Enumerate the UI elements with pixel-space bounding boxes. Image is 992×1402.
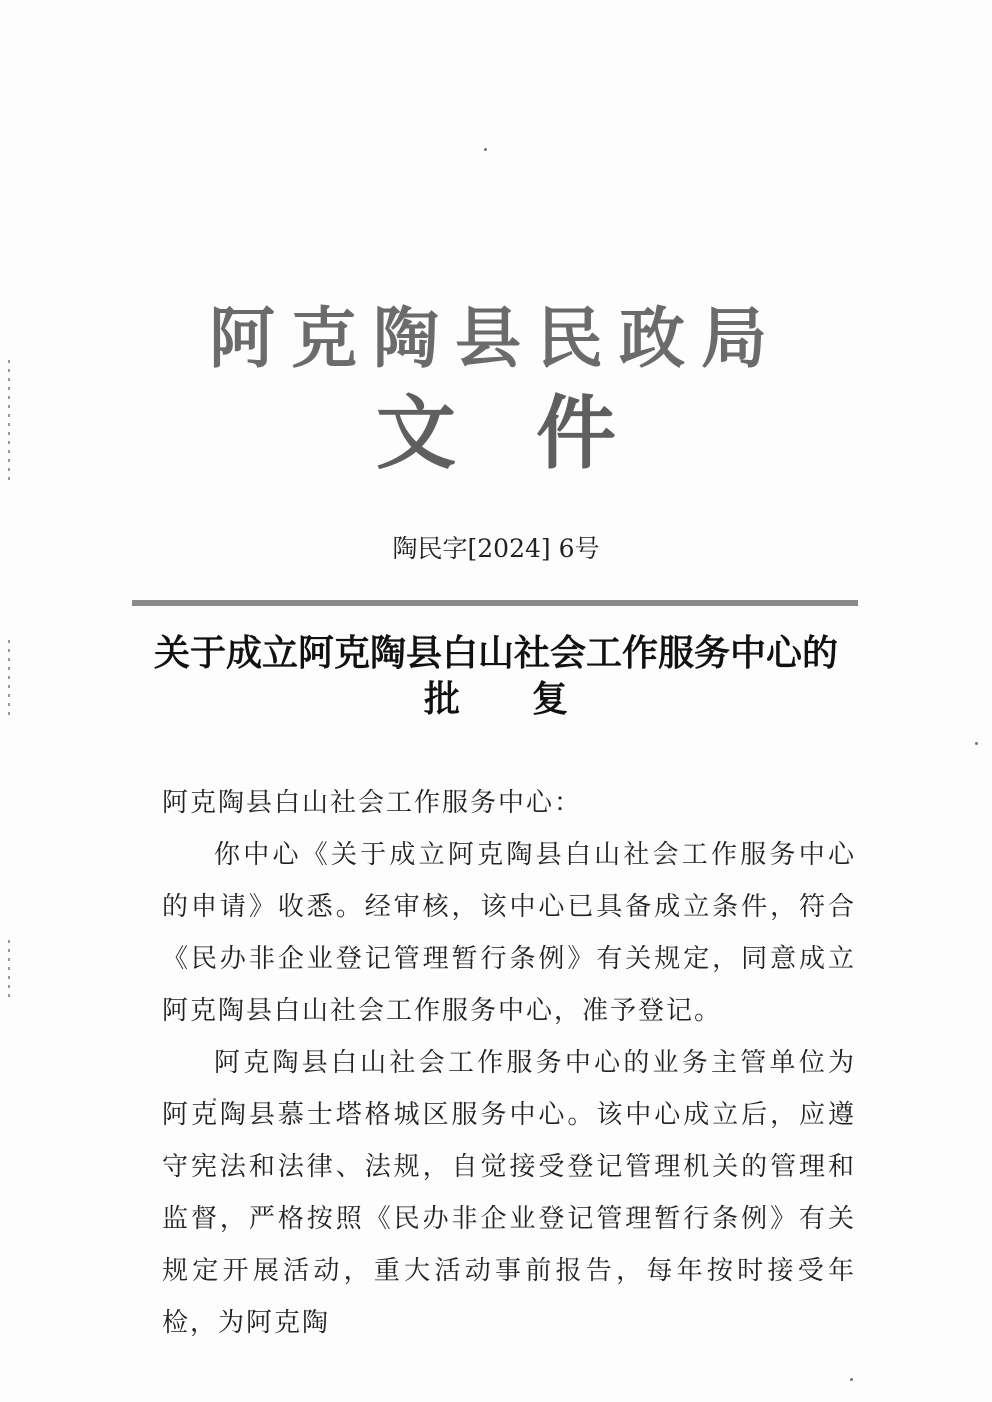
scan-margin-mark — [8, 940, 10, 1000]
document-title-reply — [0, 676, 992, 722]
document-type-char: 文 — [376, 386, 456, 480]
header-divider-rule — [132, 600, 858, 606]
document-body — [162, 777, 856, 1349]
scan-dot — [975, 742, 978, 745]
document-title: 关于成立阿克陶县白山社会工作服务中心的 — [153, 632, 838, 674]
title-char: 复 — [532, 678, 569, 720]
body-paragraph: 阿克陶县白山社会工作服务中心的业务主管单位为阿克陶县慕士塔格城区服务中心。该中心成立后，应遵守宪法和法律、法规，自觉接受登记管理机关的管理和监督，严格按照《民办非企业登记管理暂行条例》有关规定开展活动，重大活动事前报告，每年按时接受年检，为阿克陶 — [162, 1048, 856, 1338]
scan-dot — [484, 148, 487, 151]
document-number: 陶民字[2024] 6号 — [392, 534, 600, 563]
scan-dot — [850, 1378, 853, 1381]
addressee: 阿克陶县白山社会工作服务中心： — [162, 788, 583, 818]
body-paragraph: 你中心《关于成立阿克陶县白山社会工作服务中心的申请》收悉。经审核，该中心已具备成立条件，符合《民办非企业登记管理暂行条例》有关规定，同意成立阿克陶县白山社会工作服务中心，准予登记。 — [162, 840, 856, 1026]
title-char: 批 — [423, 678, 460, 720]
document-type-char: 件 — [536, 386, 616, 480]
issuing-organization: 阿克陶县民政局 — [209, 299, 783, 377]
document-type-header — [0, 388, 992, 478]
